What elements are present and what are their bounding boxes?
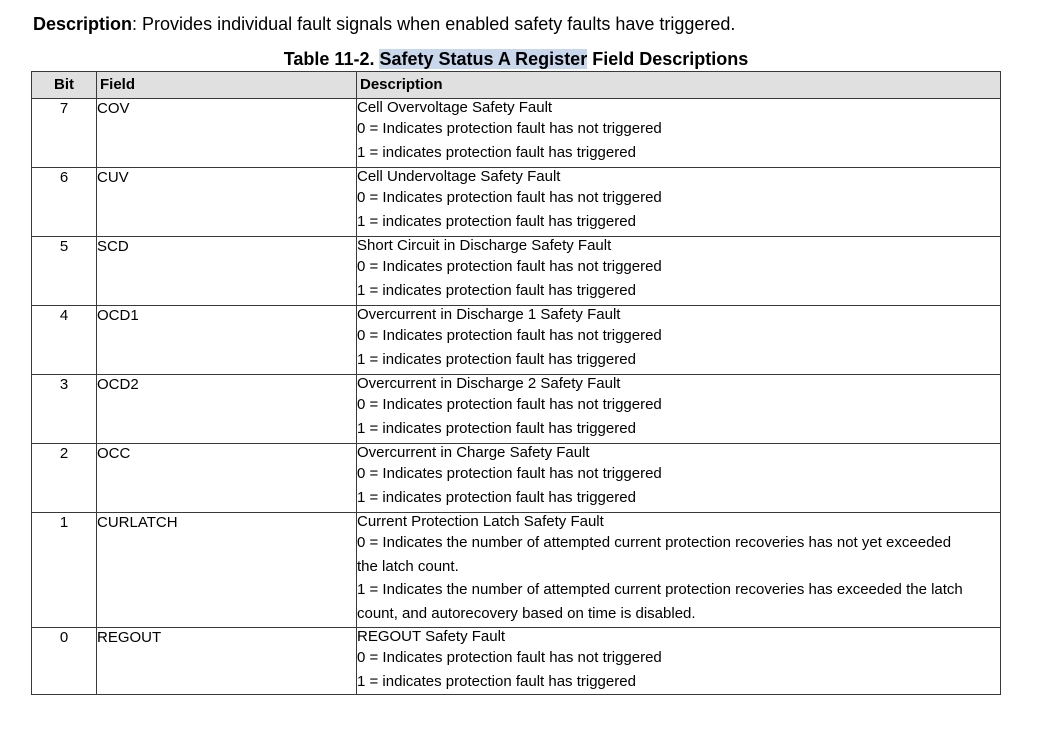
field-cell: SCD bbox=[97, 237, 357, 306]
bit-cell: 6 bbox=[32, 168, 97, 237]
value-line: 0 = Indicates the number of attempted current protection recoveries has not yet exceeded bbox=[357, 534, 952, 551]
value-line: the latch count. bbox=[357, 557, 459, 575]
value-line: 1 = indicates protection fault has triggered bbox=[357, 488, 636, 506]
description-cell bbox=[357, 168, 1001, 237]
value-line: 0 = Indicates protection fault has not triggered bbox=[357, 396, 662, 413]
description-cell bbox=[357, 99, 1001, 168]
table-row bbox=[32, 444, 1001, 513]
table-title-suffix: Field Descriptions bbox=[587, 49, 749, 69]
header-bit: Bit bbox=[32, 72, 97, 99]
value-line: 0 = Indicates protection fault has not triggered bbox=[357, 189, 662, 206]
fault-name: Cell Overvoltage Safety Fault bbox=[357, 99, 553, 116]
table-row bbox=[32, 168, 1001, 237]
description-cell bbox=[357, 513, 1001, 628]
field-cell: OCD1 bbox=[97, 306, 357, 375]
table-title bbox=[0, 48, 1032, 70]
description-cell bbox=[357, 237, 1001, 306]
fault-name: Overcurrent in Discharge 1 Safety Fault bbox=[357, 306, 621, 323]
table-row bbox=[32, 99, 1001, 168]
field-cell: CURLATCH bbox=[97, 513, 357, 628]
field-cell: OCD2 bbox=[97, 375, 357, 444]
value-line: 1 = indicates protection fault has triggered bbox=[357, 143, 636, 161]
field-cell: COV bbox=[97, 99, 357, 168]
header-description: Description bbox=[357, 72, 1001, 99]
fault-name: Current Protection Latch Safety Fault bbox=[357, 513, 604, 530]
value-line: 1 = indicates protection fault has triggered bbox=[357, 672, 636, 690]
table-header-row bbox=[32, 72, 1001, 99]
value-line: 1 = indicates protection fault has triggered bbox=[357, 212, 636, 230]
value-line: count, and autorecovery based on time is disabled. bbox=[357, 604, 696, 622]
description-text: : Provides individual fault signals when enabled safety faults have triggered. bbox=[132, 14, 736, 34]
table-row bbox=[32, 375, 1001, 444]
description-cell bbox=[357, 306, 1001, 375]
bit-cell: 3 bbox=[32, 375, 97, 444]
value-line: 1 = indicates protection fault has triggered bbox=[357, 350, 636, 368]
bit-cell: 5 bbox=[32, 237, 97, 306]
field-cell: CUV bbox=[97, 168, 357, 237]
description-cell bbox=[357, 375, 1001, 444]
bit-cell: 0 bbox=[32, 628, 97, 695]
value-line: 1 = indicates protection fault has triggered bbox=[357, 281, 636, 299]
description-cell bbox=[357, 628, 1001, 695]
header-field: Field bbox=[97, 72, 357, 99]
bit-cell: 2 bbox=[32, 444, 97, 513]
value-line: 0 = Indicates protection fault has not triggered bbox=[357, 649, 662, 666]
field-cell: OCC bbox=[97, 444, 357, 513]
table-row bbox=[32, 513, 1001, 628]
fault-name: Overcurrent in Discharge 2 Safety Fault bbox=[357, 375, 621, 392]
fault-name: Overcurrent in Charge Safety Fault bbox=[357, 444, 590, 461]
table-row bbox=[32, 628, 1001, 695]
fault-name: REGOUT Safety Fault bbox=[357, 628, 506, 645]
table-row bbox=[32, 237, 1001, 306]
fault-name: Cell Undervoltage Safety Fault bbox=[357, 168, 561, 185]
field-cell: REGOUT bbox=[97, 628, 357, 695]
bit-cell: 1 bbox=[32, 513, 97, 628]
value-line: 0 = Indicates protection fault has not triggered bbox=[357, 465, 662, 482]
table-title-prefix: Table 11-2. bbox=[283, 49, 380, 69]
table-row bbox=[32, 306, 1001, 375]
register-field-table bbox=[31, 71, 1001, 695]
table-title-highlighted[interactable]: Safety Status A Register bbox=[379, 49, 588, 69]
value-line: 0 = Indicates protection fault has not triggered bbox=[357, 327, 662, 344]
value-line: 1 = indicates protection fault has triggered bbox=[357, 419, 636, 437]
value-line: 0 = Indicates protection fault has not triggered bbox=[357, 258, 662, 275]
value-line: 0 = Indicates protection fault has not triggered bbox=[357, 120, 662, 137]
description-label: Description bbox=[33, 14, 133, 34]
description-paragraph bbox=[33, 12, 735, 36]
bit-cell: 4 bbox=[32, 306, 97, 375]
fault-name: Short Circuit in Discharge Safety Fault bbox=[357, 237, 612, 254]
value-line: 1 = Indicates the number of attempted current protection recoveries has exceeded the latch bbox=[357, 581, 963, 598]
description-cell bbox=[357, 444, 1001, 513]
bit-cell: 7 bbox=[32, 99, 97, 168]
